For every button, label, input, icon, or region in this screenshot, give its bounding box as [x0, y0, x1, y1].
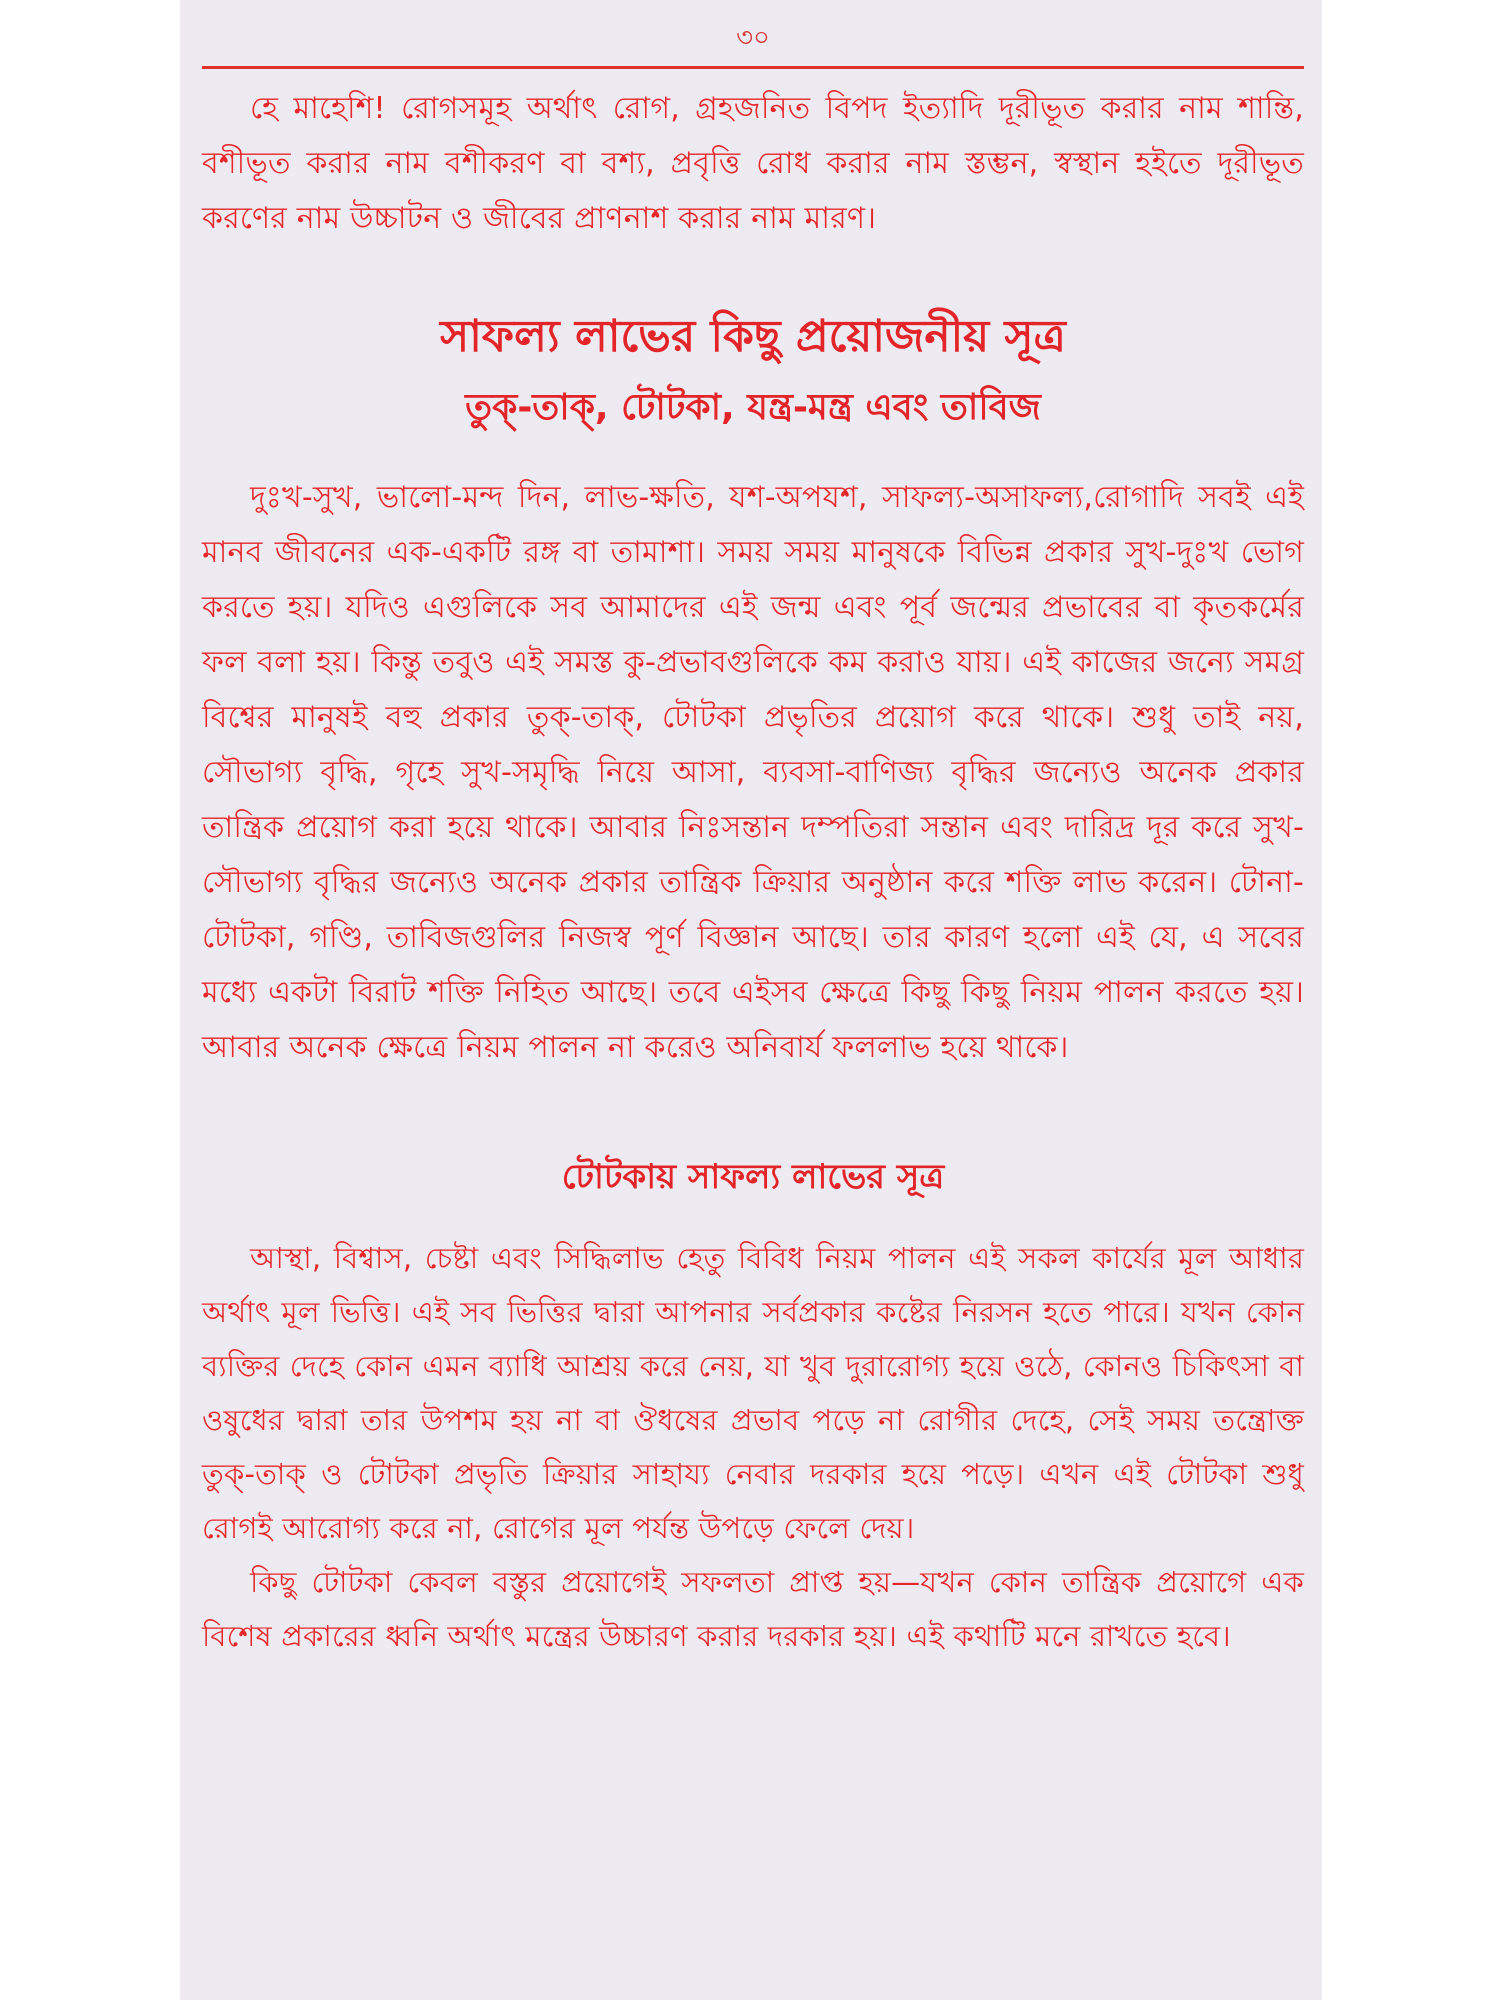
- section-paragraph-2: কিছু টোটকা কেবল বস্তুর প্রয়োগেই সফলতা প্রাপ্ত হয়—যখন কোন তান্ত্রিক প্রয়োগে এক বিশেষ প্রকারের ধ্বনি অর্থাৎ মন্ত্রের উচ্চারণ করার দরকার হয়। এই কথাটি মনে রাখতে হবে।: [202, 1565, 1304, 1653]
- section-paragraph-1: আস্থা, বিশ্বাস, চেষ্টা এবং সিদ্ধিলাভ হেতু বিবিধ নিয়ম পালন এই সকল কার্যের মূল আধার অর্থাৎ মূল ভিত্তি। এই সব ভিত্তির দ্বারা আপনার সর্বপ্রকার কষ্টের নিরসন হতে পারে। যখন কোন ব্যক্তির দেহে কোন এমন ব্যাধি আশ্রয় করে নেয়, যা খুব দুরারোগ্য হয়ে ওঠে, কোনও চিকিৎসা বা ওষুধের দ্বারা তার উপশম হয় না বা ঔধষের প্রভাব পড়ে না রোগীর দেহে, সেই সময় তন্ত্রোক্ত তুক্-তাক্ ও টোটকা প্রভৃতি ক্রিয়ার সাহায্য নেবার দরকার হয়ে পড়ে। এখন এই টোটকা শুধু রোগই আরোগ্য করে না, রোগের মূল পর্যন্ত উপড়ে ফেলে দেয়।: [202, 1241, 1304, 1545]
- book-page: [180, 0, 1322, 2000]
- intro-paragraph: হে মাহেশি! রোগসমূহ অর্থাৎ রোগ, গ্রহজনিত বিপদ ইত্যাদি দূরীভূত করার নাম শান্তি, বশীভূত করার নাম বশীকরণ বা বশ্য, প্রবৃত্তি রোধ করার নাম স্তম্ভন, স্বস্থান হইতে দূরীভূত করণের নাম উচ্চাটন ও জীবের প্রাণনাশ করার নাম মারণ।: [202, 91, 1304, 236]
- chapter-subtitle: তুক্-তাক্, টোটকা, যন্ত্র-মন্ত্র এবং তাবিজ: [465, 387, 1041, 428]
- section-heading: টোটকায় সাফল্য লাভের সূত্র: [561, 1157, 945, 1197]
- page-number: ৩০: [736, 23, 770, 53]
- chapter-title: সাফল্য লাভের কিছু প্রয়োজনীয় সূত্র: [440, 311, 1066, 362]
- header-rule: [202, 66, 1304, 69]
- chapter-paragraph: দুঃখ-সুখ, ভালো-মন্দ দিন, লাভ-ক্ষতি, যশ-অপযশ, সাফল্য-অসাফল্য,রোগাদি সবই এই মানব জীবনের এক-একটি রঙ্গ বা তামাশা। সময় সময় মানুষকে বিভিন্ন প্রকার সুখ-দুঃখ ভোগ করতে হয়। যদিও এগুলিকে সব আমাদের এই জন্ম এবং পূর্ব জন্মের প্রভাবের বা কৃতকর্মের ফল বলা হয়। কিন্তু তবুও এই সমস্ত কু-প্রভাবগুলিকে কম করাও যায়। এই কাজের জন্যে সমগ্র বিশ্বের মানুষই বহু প্রকার তুক্-তাক্, টোটকা প্রভৃতির প্রয়োগ করে থাকে। শুধু তাই নয়, সৌভাগ্য বৃদ্ধি, গৃহে সুখ-সমৃদ্ধি নিয়ে আসা, ব্যবসা-বাণিজ্য বৃদ্ধির জন্যেও অনেক প্রকার তান্ত্রিক প্রয়োগ করা হয়ে থাকে। আবার নিঃসন্তান দম্পতিরা সন্তান এবং দারিদ্র দূর করে সুখ-সৌভাগ্য বৃদ্ধির জন্যেও অনেক প্রকার তান্ত্রিক ক্রিয়ার অনুষ্ঠান করে শক্তি লাভ করেন। টোনা-টোটকা, গণ্ডি, তাবিজগুলির নিজস্ব পূর্ণ বিজ্ঞান আছে। তার কারণ হলো এই যে, এ সবের মধ্যে একটা বিরাট শক্তি নিহিত আছে। তবে এইসব ক্ষেত্রে কিছু কিছু নিয়ম পালন করতে হয়। আবার অনেক ক্ষেত্রে নিয়ম পালন না করেও অনিবার্য ফললাভ হয়ে থাকে।: [202, 480, 1304, 1065]
